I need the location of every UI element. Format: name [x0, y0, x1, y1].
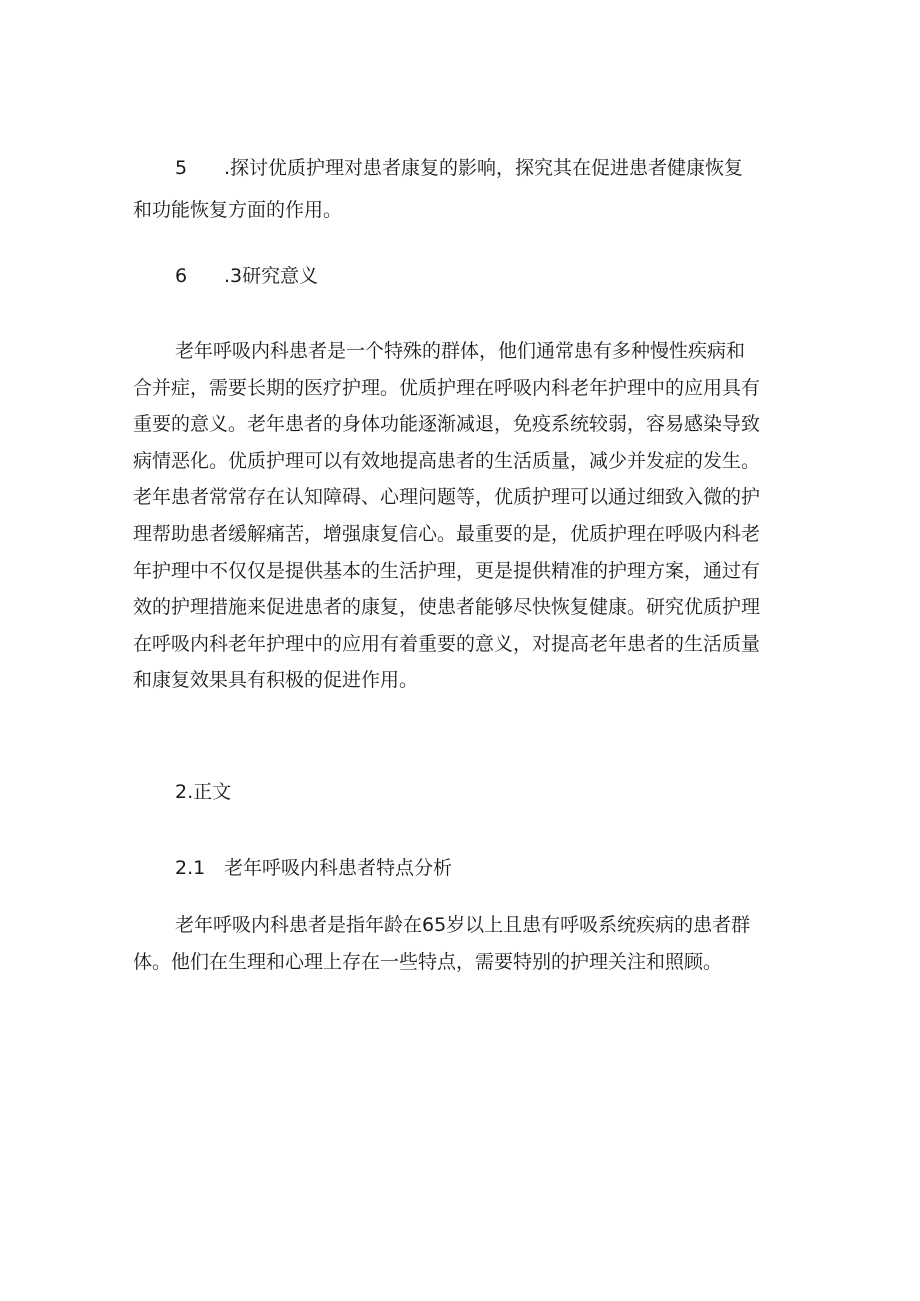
paragraph-line: 和康复效果具有积极的促进作用。 [133, 669, 419, 692]
paragraph-line: 年护理中不仅仅是提供基本的生活护理，更是提供精准的护理方案，通过有 [133, 559, 761, 582]
paragraph-line: 效的护理措施来促进患者的康复，使患者能够尽快恢复健康。研究优质护理 [133, 596, 761, 619]
paragraph-line: 老年呼吸内科患者是指年龄在65岁以上且患有呼吸系统疾病的患者群 [175, 914, 751, 936]
paragraph-line: 合并症，需要长期的医疗护理。优质护理在呼吸内科老年护理中的应用具有 [133, 376, 761, 399]
paragraph-line: 体。他们在生理和心理上存在一些特点，需要特别的护理关注和照顾。 [133, 950, 723, 973]
paragraph-line: 重要的意义。老年患者的身体功能逐渐减退，免疫系统较弱，容易感染导致 [133, 413, 761, 436]
paragraph-line: 老年患者常常存在认知障碍、心理问题等，优质护理可以通过细致入微的护 [133, 486, 761, 509]
objective-text-line-2: 和功能恢复方面的作用。 [133, 199, 343, 221]
section-heading-number: 6 [175, 265, 188, 287]
paragraph-line: 在呼吸内科老年护理中的应用有着重要的意义，对提高老年患者的生活质量 [133, 632, 761, 655]
paragraph-line: 病情恶化。优质护理可以有效地提高患者的生活质量，减少并发症的发生。 [133, 449, 761, 472]
objective-number: 5 [175, 157, 188, 179]
characteristics-paragraph [133, 907, 793, 980]
significance-paragraph [133, 333, 793, 699]
subsection-heading-number: 2.1 [175, 857, 206, 879]
section-heading-main-text: 2.正文 [175, 781, 232, 803]
objective-text-line-1: .探讨优质护理对患者康复的影响，探究其在促进患者健康恢复 [224, 157, 744, 179]
paragraph-line: 老年呼吸内科患者是一个特殊的群体，他们通常患有多种慢性疾病和 [175, 340, 746, 362]
subsection-heading-characteristics: 老年呼吸内科患者特点分析 [224, 857, 453, 879]
paragraph-line: 理帮助患者缓解痛苦，增强康复信心。最重要的是，优质护理在呼吸内科老 [133, 522, 761, 545]
section-heading-significance: .3研究意义 [224, 265, 319, 287]
